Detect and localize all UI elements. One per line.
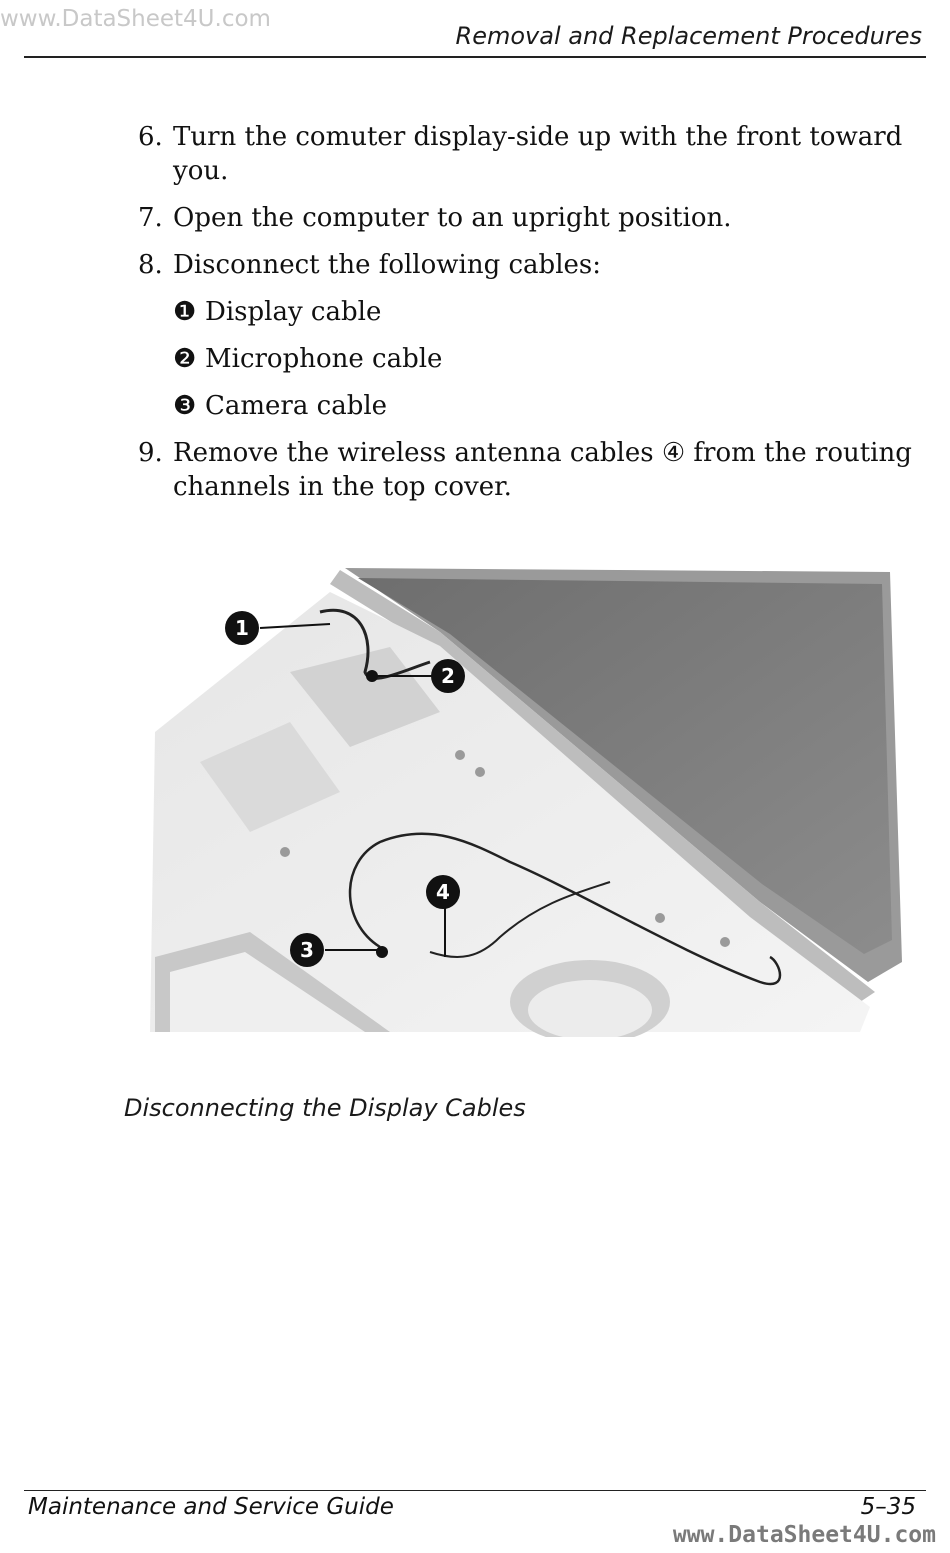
callout-4	[426, 875, 460, 909]
step-number: 9.	[138, 438, 163, 468]
callout-2-icon: ❷	[173, 344, 197, 374]
screw	[475, 767, 485, 777]
step-text: Disconnect the following cables:	[173, 250, 602, 280]
page-number: 5–35	[860, 1494, 916, 1520]
callout-1-label: 1	[235, 616, 249, 640]
step-text: Open the computer to an upright position.	[173, 203, 732, 233]
callout-2-label: 2	[441, 664, 455, 688]
step-text: Remove the wireless antenna cables ④ from the routing channels in the top cover.	[173, 438, 912, 502]
step-9	[138, 436, 928, 504]
step-6	[138, 120, 928, 188]
sub-item-display-cable	[173, 295, 928, 329]
callout-1	[225, 611, 259, 645]
screw	[720, 937, 730, 947]
callout-3-label: 3	[300, 938, 314, 962]
sub-item-microphone-cable	[173, 342, 928, 376]
step-8	[138, 248, 928, 282]
footer-guide-title: Maintenance and Service Guide	[28, 1494, 394, 1520]
callout-1-icon: ❶	[173, 297, 197, 327]
callout-3-icon: ❸	[173, 391, 197, 421]
watermark-bottom: www.DataSheet4U.com	[672, 1522, 936, 1548]
sub-item-text: Camera cable	[205, 391, 388, 421]
screw	[455, 750, 465, 760]
laptop-illustration	[140, 562, 910, 1037]
running-header-title: Removal and Replacement Procedures	[455, 22, 922, 50]
sub-item-text: Display cable	[205, 297, 382, 327]
footer-rule	[24, 1490, 926, 1491]
step-number: 8.	[138, 250, 163, 280]
step-7	[138, 201, 928, 235]
step-number: 7.	[138, 203, 163, 233]
laptop-drawing	[140, 562, 910, 1037]
callout-2	[431, 659, 465, 693]
step-number: 6.	[138, 122, 163, 152]
sub-item-text: Microphone cable	[205, 344, 443, 374]
sub-item-camera-cable	[173, 389, 928, 423]
step-text: Turn the comuter display-side up with the front toward you.	[173, 122, 903, 186]
procedure-steps	[138, 120, 928, 517]
figure-caption: Disconnecting the Display Cables	[124, 1094, 526, 1122]
watermark-top: www.DataSheet4U.com	[0, 6, 271, 32]
header-rule	[24, 56, 926, 58]
screw	[655, 913, 665, 923]
callout-4-label: 4	[436, 880, 450, 904]
callout-3	[290, 933, 324, 967]
screw	[280, 847, 290, 857]
